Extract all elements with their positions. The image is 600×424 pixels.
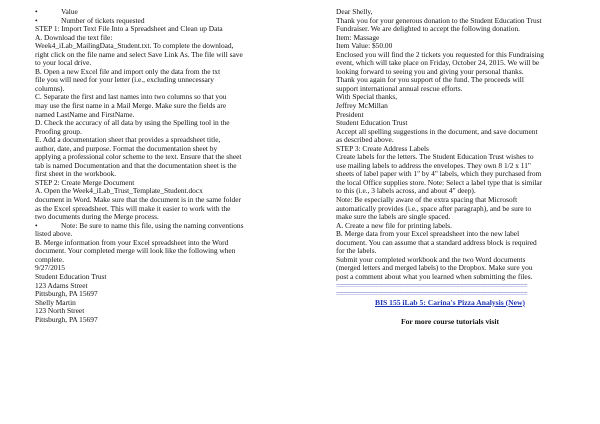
text-line: Student Education Trust <box>336 119 408 128</box>
text-line: 9/27/2015 <box>35 264 65 273</box>
course-link[interactable]: BIS 155 iLab 5: Carina's Pizza Analysis (New) <box>375 297 525 307</box>
text-line: author, date, and purpose. Format the documentation sheet by <box>35 144 218 153</box>
text-line: applying a professional color scheme to the text. Ensure that the sheet <box>35 153 242 162</box>
text-line: E. Add a documentation sheet that provides a spreadsheet title, <box>35 136 221 145</box>
text-line: looking forward to seeing you and giving your personal thanks. <box>336 67 524 76</box>
text-line: C. Separate the first and last names into two columns so that you <box>35 93 227 102</box>
text-line: Create labels for the letters. The Student Education Trust wishes to <box>336 153 534 162</box>
text-line: Week4_iLab_MailingData_Student.txt. To complete the download, <box>35 42 234 51</box>
text-line: Note: Be especially aware of the extra spacing that Microsoft <box>336 196 518 205</box>
text-line: (merged letters and merged labels) to the Dropbox. Make sure you <box>336 264 533 273</box>
text-line: named LastName and FirstName. <box>35 110 135 119</box>
text-line: support international annual rescue efforts. <box>336 84 463 93</box>
text-line: Fundraiser. We are delighted to accept the following donation. <box>336 25 520 34</box>
text-line: Shelly Martin <box>35 298 76 307</box>
bullet-text: Number of tickets requested <box>61 15 145 25</box>
text-line: the local Office supplies store. Note: Select a label type that is similar <box>336 178 543 187</box>
text-line: A. Open the Week4_iLab_Trust_Template_Student.docx <box>35 187 203 196</box>
separator-line: ========================================================= <box>336 289 527 298</box>
text-line: document. Your completed merge will look like the following when <box>35 247 236 256</box>
bullet-text: Value <box>61 7 78 16</box>
bullet-item-note <box>35 222 297 231</box>
text-line: A. Download the text file: <box>35 33 113 42</box>
text-line: document. You can assume that a standard address block is required <box>336 238 537 247</box>
text-line: make sure the labels are single spaced. <box>336 213 451 222</box>
text-line: Proofing group. <box>35 127 82 136</box>
bullet-glyph: • <box>35 15 38 25</box>
text-line: Pittsburgh, PA 15697 <box>35 315 98 324</box>
text-line: President <box>336 110 364 119</box>
text-line: Accept all spelling suggestions in the document, and save document <box>336 127 538 136</box>
text-line: Student Education Trust <box>35 272 107 281</box>
bullet-text: Note: Be sure to name this file, using the naming conventions <box>61 220 244 230</box>
text-line: to your local drive. <box>35 59 92 68</box>
text-line: Enclosed you will find the 2 tickets you requested for this Fundraising <box>336 50 544 59</box>
text-line: file you will need for your letter (i.e., excluding unnecessary <box>35 76 214 85</box>
text-line: columns). <box>35 84 65 93</box>
text-line: Pittsburgh, PA 15697 <box>35 290 98 299</box>
text-line: Jeffrey McMillan <box>336 102 388 111</box>
text-line: B. Open a new Excel file and import only the data from the txt <box>35 67 221 76</box>
separator-line: ========================================================= <box>336 281 527 290</box>
bullet-glyph: • <box>35 220 38 230</box>
text-line: 123 Adams Street <box>35 281 88 290</box>
text-line: Item: Massage <box>336 33 380 42</box>
text-line: as described above. <box>336 136 394 145</box>
text-line: B. Merge information from your Excel spreadsheet into the Word <box>35 238 229 247</box>
text-line: automatically provides (i.e., space after paragraph), and be sure to <box>336 204 532 213</box>
text-line: sheets of label paper with 1" by 4" labels, which they purchased from <box>336 170 542 179</box>
bullet-item-tickets <box>35 17 297 26</box>
right-body-text <box>336 8 564 282</box>
text-line: two documents during the Merge process. <box>35 213 159 222</box>
left-body-text-continued <box>35 230 297 324</box>
text-line: right click on the file name and select Save Link As. The file will save <box>35 50 243 59</box>
text-line: A. Create a new file for printing labels. <box>336 221 452 230</box>
text-line: to this (i.e., 3 labels across, and about 4" deep). <box>336 187 476 196</box>
text-line: document in Word. Make sure that the document is in the same folder <box>35 196 241 205</box>
footer-text: For more course tutorials visit <box>401 316 499 326</box>
right-column <box>336 8 564 326</box>
text-line: listed above. <box>35 230 73 239</box>
text-line: Dear Shelly, <box>336 8 373 16</box>
left-column <box>35 8 297 324</box>
text-line: B. Merge data from your Excel spreadsheet into the new label <box>336 230 520 239</box>
text-line: With Special thanks, <box>336 93 398 102</box>
text-line: as the Excel spreadsheet. This will make it easier to work with the <box>35 204 231 213</box>
text-line: 123 North Street <box>35 307 85 316</box>
text-line: event, which will take place on Friday, October 24, 2015. We will be <box>336 59 540 68</box>
text-line: Submit your completed workbook and the two Word documents <box>336 255 526 264</box>
text-line: Item Value: $50.00 <box>336 42 393 51</box>
text-line: Thank you for your generous donation to the Student Education Trust <box>336 16 542 25</box>
bullet-glyph: • <box>35 7 38 16</box>
text-line: STEP 3: Create Address Labels <box>336 144 429 153</box>
text-line: tab is named Documentation and that the documentation sheet is the <box>35 161 237 170</box>
text-line: complete. <box>35 255 64 264</box>
text-line: first sheet in the workbook. <box>35 170 117 179</box>
text-line: D. Check the accuracy of all data by using the Spelling tool in the <box>35 119 230 128</box>
left-body-text <box>35 25 297 222</box>
text-line: for the labels. <box>336 247 377 256</box>
text-line: STEP 1: Import Text File Into a Spreadsheet and Clean up Data <box>35 25 223 34</box>
text-line: may use the first name in a Mail Merge. Make sure the fields are <box>35 102 227 111</box>
text-line: Thank you again for you support of the fund. The proceeds will <box>336 76 524 85</box>
text-line: use mailing labels to address the envelopes. They own 8 1/2 x 11" <box>336 161 531 170</box>
text-line: STEP 2: Create Merge Document <box>35 178 135 187</box>
text-line: post a comment about what you learned when submitting the files. <box>336 272 533 281</box>
